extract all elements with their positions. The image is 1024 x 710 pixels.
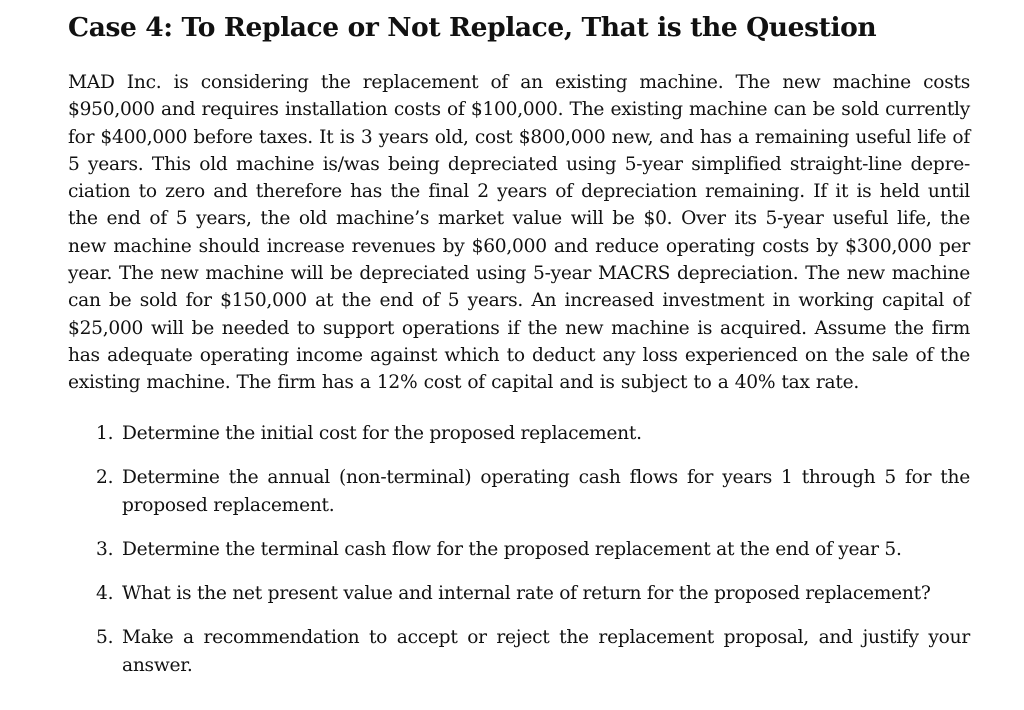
description-line: the end of 5 years, the old machine’s market value will be $0. Over its 5-year useful life, the xyxy=(68,208,970,230)
description-line: ciation to zero and therefore has the final 2 years of depreciation remaining. If it is held until xyxy=(68,181,970,203)
question-number: 2. xyxy=(96,467,114,489)
question-item xyxy=(96,624,970,679)
description-line: $950,000 and requires installation costs of $100,000. The existing machine can be sold currently xyxy=(68,99,970,121)
question-item xyxy=(96,464,970,519)
description-line: 5 years. This old machine is/was being depreciated using 5-year simplified straight-line depre- xyxy=(68,153,970,175)
description-line: can be sold for $150,000 at the end of 5 years. An increased investment in working capital of xyxy=(68,290,970,312)
description-line: MAD Inc. is considering the replacement of an existing machine. The new machine costs xyxy=(68,72,970,93)
question-text: proposed replacement. xyxy=(122,494,335,516)
description-line: existing machine. The firm has a 12% cost of capital and is subject to a 40% tax rate. xyxy=(68,372,859,394)
question-text: answer. xyxy=(122,654,193,676)
description-line: year. The new machine will be depreciated using 5-year MACRS depreciation. The new machine xyxy=(68,263,970,285)
question-item xyxy=(96,536,970,563)
question-number: 4. xyxy=(96,583,114,605)
question-text: Determine the initial cost for the proposed replacement. xyxy=(122,423,642,444)
question-number: 3. xyxy=(96,538,114,560)
question-text: Determine the annual (non-terminal) operating cash flows for years 1 through 5 for the xyxy=(122,467,970,489)
case-description xyxy=(68,69,970,397)
question-list xyxy=(96,420,970,679)
description-line: new machine should increase revenues by $60,000 and reduce operating costs by $300,000 per xyxy=(68,235,970,257)
question-text: What is the net present value and internal rate of return for the proposed replacement? xyxy=(122,583,931,605)
description-line: for $400,000 before taxes. It is 3 years old, cost $800,000 new, and has a remaining useful life of xyxy=(68,126,970,148)
question-item xyxy=(96,580,970,607)
question-number: 5. xyxy=(96,627,114,649)
case-title: Case 4: To Replace or Not Replace, That is the Question xyxy=(68,12,877,43)
description-line: has adequate operating income against which to deduct any loss experienced on the sale of the xyxy=(68,344,970,366)
question-text: Make a recommendation to accept or reject the replacement proposal, and justify your xyxy=(122,627,970,649)
description-line: $25,000 will be needed to support operations if the new machine is acquired. Assume the firm xyxy=(68,317,970,339)
question-item xyxy=(96,420,970,447)
question-text: Determine the terminal cash flow for the proposed replacement at the end of year 5. xyxy=(122,538,902,560)
question-number: 1. xyxy=(96,423,114,444)
